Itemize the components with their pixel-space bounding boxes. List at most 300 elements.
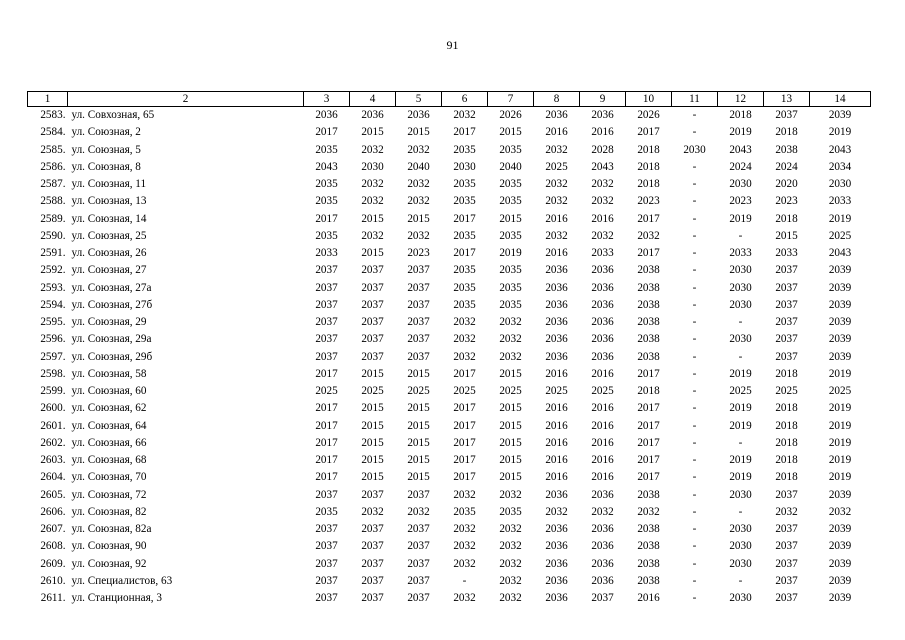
year-cell: 2015 <box>407 402 430 415</box>
year-cell: 2037 <box>407 540 430 553</box>
year-cell: 2033 <box>828 195 852 208</box>
year-cell: 2016 <box>591 212 614 225</box>
year-cell: - <box>692 488 697 501</box>
table-row <box>28 452 871 469</box>
row-number: 2604. <box>40 471 66 484</box>
year-cell: - <box>692 160 697 173</box>
year-cell: 2032 <box>453 523 476 535</box>
year-cell: 2028 <box>591 143 614 156</box>
year-cell: 2035 <box>453 281 476 294</box>
year-cell: 2033 <box>315 247 338 259</box>
year-cell: 2019 <box>828 419 852 432</box>
year-cell: - <box>738 316 743 328</box>
column-header: 6 <box>442 92 488 107</box>
year-cell: 2017 <box>453 247 476 259</box>
year-cell: 2037 <box>407 574 430 587</box>
year-cell: - <box>692 471 697 484</box>
address-cell: ул. Специалистов, 63 <box>71 574 173 587</box>
year-cell: 2036 <box>591 298 614 311</box>
year-cell: 2039 <box>828 488 852 501</box>
year-cell: 2032 <box>591 178 614 190</box>
row-number: 2599. <box>40 385 66 397</box>
table-row <box>28 124 871 141</box>
year-cell: 2015 <box>499 367 522 380</box>
year-cell: 2039 <box>828 523 852 535</box>
year-cell: - <box>692 592 697 604</box>
year-cell: 2025 <box>545 160 568 173</box>
year-cell: 2038 <box>637 557 660 570</box>
row-number: 2607. <box>40 523 66 535</box>
year-cell: 2037 <box>361 316 384 328</box>
year-cell: 2025 <box>828 229 852 242</box>
year-cell: 2032 <box>361 229 384 242</box>
year-cell: 2037 <box>775 316 798 328</box>
table-row <box>28 469 871 486</box>
year-cell: 2030 <box>729 523 752 535</box>
year-cell: 2032 <box>499 316 522 328</box>
year-cell: 2035 <box>499 298 522 311</box>
year-cell: 2025 <box>499 385 522 397</box>
year-cell: 2016 <box>545 402 568 415</box>
year-cell: - <box>692 178 697 190</box>
year-cell: 2040 <box>499 160 522 173</box>
table-row <box>28 349 871 366</box>
year-cell: 2017 <box>637 367 660 380</box>
address-cell: ул. Союзная, 25 <box>71 229 147 242</box>
year-cell: 2037 <box>361 281 384 294</box>
year-cell: 2035 <box>499 505 522 518</box>
year-cell: 2032 <box>591 229 614 242</box>
year-cell: 2032 <box>453 540 476 553</box>
year-cell: 2032 <box>828 505 852 518</box>
column-header: 5 <box>396 92 442 107</box>
year-cell: - <box>692 298 697 311</box>
year-cell: 2043 <box>591 160 614 173</box>
year-cell: 2036 <box>591 316 614 328</box>
year-cell: 2025 <box>729 385 752 397</box>
year-cell: 2032 <box>499 488 522 501</box>
year-cell: 2032 <box>499 540 522 553</box>
year-cell: 2035 <box>453 195 476 208</box>
year-cell: 2037 <box>407 264 430 277</box>
year-cell: 2037 <box>361 592 384 604</box>
year-cell: 2038 <box>637 298 660 311</box>
year-cell: 2036 <box>545 264 568 277</box>
year-cell: 2032 <box>499 574 522 587</box>
address-cell: ул. Союзная, 2 <box>71 126 141 139</box>
year-cell: 2035 <box>453 298 476 311</box>
year-cell: 2038 <box>637 264 660 277</box>
year-cell: 2038 <box>775 143 798 156</box>
year-cell: 2038 <box>637 350 660 363</box>
year-cell: 2037 <box>361 264 384 277</box>
year-cell: 2018 <box>637 385 660 397</box>
year-cell: 2018 <box>775 212 798 225</box>
year-cell: 2016 <box>545 212 568 225</box>
address-cell: ул. Союзная, 26 <box>71 247 147 259</box>
year-cell: 2037 <box>775 557 798 570</box>
table-row <box>28 418 871 435</box>
year-cell: 2016 <box>591 126 614 139</box>
year-cell: 2025 <box>828 385 852 397</box>
year-cell: 2019 <box>729 212 752 225</box>
year-cell: 2017 <box>453 419 476 432</box>
year-cell: - <box>692 540 697 553</box>
address-cell: ул. Союзная, 13 <box>71 195 147 208</box>
year-cell: 2039 <box>828 540 852 553</box>
address-cell: ул. Союзная, 68 <box>71 454 147 466</box>
year-cell: 2037 <box>361 574 384 587</box>
row-number: 2608. <box>40 540 66 553</box>
year-cell: 2036 <box>591 540 614 553</box>
column-header: 14 <box>810 92 871 107</box>
year-cell: 2037 <box>315 540 338 553</box>
year-cell: 2019 <box>828 212 852 225</box>
year-cell: 2024 <box>729 160 752 173</box>
year-cell: 2037 <box>775 488 798 501</box>
address-cell: ул. Союзная, 82а <box>71 523 152 535</box>
year-cell: 2038 <box>637 574 660 587</box>
year-cell: 2040 <box>407 160 430 173</box>
year-cell: 2032 <box>545 195 568 208</box>
year-cell: 2015 <box>407 471 430 484</box>
column-header: 9 <box>580 92 626 107</box>
row-number: 2602. <box>40 436 66 449</box>
row-number: 2610. <box>40 574 66 587</box>
year-cell: 2035 <box>499 143 522 156</box>
row-number: 2588. <box>40 195 66 208</box>
year-cell: 2037 <box>775 540 798 553</box>
year-cell: 2017 <box>453 436 476 449</box>
year-cell: 2017 <box>637 454 660 466</box>
year-cell: 2037 <box>407 281 430 294</box>
address-cell: ул. Союзная, 5 <box>71 143 141 156</box>
year-cell: 2017 <box>637 419 660 432</box>
year-cell: 2036 <box>545 109 568 121</box>
year-cell: 2032 <box>407 505 430 518</box>
column-header: 2 <box>68 92 304 107</box>
year-cell: 2037 <box>775 298 798 311</box>
table-row <box>28 107 871 125</box>
year-cell: 2033 <box>729 247 752 259</box>
year-cell: 2016 <box>545 454 568 466</box>
year-cell: 2036 <box>591 281 614 294</box>
year-cell: 2039 <box>828 557 852 570</box>
year-cell: 2038 <box>637 488 660 501</box>
column-header: 8 <box>534 92 580 107</box>
year-cell: - <box>462 574 467 587</box>
year-cell: 2039 <box>828 350 852 363</box>
year-cell: 2038 <box>637 281 660 294</box>
year-cell: 2037 <box>775 264 798 277</box>
year-cell: 2015 <box>775 229 798 242</box>
year-cell: 2037 <box>775 574 798 587</box>
year-cell: 2015 <box>407 126 430 139</box>
year-cell: 2017 <box>453 212 476 225</box>
year-cell: 2032 <box>591 505 614 518</box>
year-cell: 2015 <box>499 126 522 139</box>
year-cell: 2036 <box>591 109 614 121</box>
year-cell: 2037 <box>775 523 798 535</box>
year-cell: 2032 <box>361 195 384 208</box>
year-cell: 2035 <box>499 178 522 190</box>
row-number: 2611. <box>40 592 66 604</box>
year-cell: 2016 <box>545 436 568 449</box>
year-cell: 2015 <box>407 367 430 380</box>
year-cell: 2015 <box>499 212 522 225</box>
year-cell: 2037 <box>407 333 430 346</box>
year-cell: 2037 <box>407 298 430 311</box>
address-cell: ул. Союзная, 29 <box>71 316 147 328</box>
year-cell: 2032 <box>453 333 476 346</box>
year-cell: - <box>692 419 697 432</box>
year-cell: 2036 <box>591 264 614 277</box>
year-cell: 2036 <box>545 488 568 501</box>
address-cell: ул. Союзная, 58 <box>71 367 147 380</box>
year-cell: 2037 <box>315 316 338 328</box>
table-row <box>28 262 871 279</box>
table-header-row <box>28 92 871 107</box>
year-cell: 2025 <box>775 385 798 397</box>
row-number: 2591. <box>40 247 66 259</box>
year-cell: 2018 <box>775 454 798 466</box>
table-row <box>28 314 871 331</box>
table-row <box>28 331 871 348</box>
year-cell: 2015 <box>407 212 430 225</box>
year-cell: 2032 <box>499 523 522 535</box>
year-cell: 2037 <box>775 350 798 363</box>
table-row <box>28 435 871 452</box>
year-cell: 2032 <box>361 143 384 156</box>
year-cell: 2032 <box>499 350 522 363</box>
year-cell: 2015 <box>361 436 384 449</box>
year-cell: 2015 <box>407 454 430 466</box>
row-number: 2595. <box>40 316 66 328</box>
year-cell: 2030 <box>729 488 752 501</box>
year-cell: 2023 <box>637 195 660 208</box>
year-cell: 2037 <box>361 557 384 570</box>
address-cell: ул. Союзная, 27 <box>71 264 147 277</box>
table-row <box>28 245 871 262</box>
year-cell: 2035 <box>315 505 338 518</box>
table-row <box>28 504 871 521</box>
address-cell: ул. Союзная, 60 <box>71 385 147 397</box>
year-cell: 2025 <box>407 385 430 397</box>
year-cell: 2025 <box>545 385 568 397</box>
year-cell: 2019 <box>828 436 852 449</box>
column-header: 11 <box>672 92 718 107</box>
year-cell: 2019 <box>828 367 852 380</box>
year-cell: 2037 <box>315 523 338 535</box>
year-cell: 2043 <box>828 143 852 156</box>
year-cell: 2018 <box>637 178 660 190</box>
year-cell: - <box>692 316 697 328</box>
year-cell: 2016 <box>545 471 568 484</box>
year-cell: 2030 <box>729 592 752 604</box>
year-cell: 2035 <box>453 505 476 518</box>
year-cell: 2036 <box>591 350 614 363</box>
year-cell: 2032 <box>453 488 476 501</box>
year-cell: 2032 <box>361 178 384 190</box>
year-cell: 2018 <box>775 402 798 415</box>
table-row <box>28 159 871 176</box>
year-cell: 2032 <box>499 592 522 604</box>
address-cell: ул. Союзная, 29а <box>71 333 152 346</box>
address-cell: ул. Союзная, 27а <box>71 281 152 294</box>
year-cell: 2016 <box>545 126 568 139</box>
row-number: 2593. <box>40 281 66 294</box>
year-cell: 2032 <box>775 505 798 518</box>
year-cell: 2043 <box>315 160 338 173</box>
year-cell: 2017 <box>315 402 338 415</box>
address-cell: ул. Совхозная, 65 <box>71 109 155 121</box>
year-cell: 2018 <box>775 126 798 139</box>
year-cell: 2019 <box>828 402 852 415</box>
address-cell: ул. Союзная, 90 <box>71 540 147 553</box>
year-cell: 2037 <box>591 592 614 604</box>
year-cell: 2017 <box>453 402 476 415</box>
year-cell: 2035 <box>453 229 476 242</box>
year-cell: 2019 <box>729 471 752 484</box>
column-header: 13 <box>764 92 810 107</box>
year-cell: 2015 <box>499 402 522 415</box>
row-number: 2606. <box>40 505 66 518</box>
address-cell: ул. Союзная, 8 <box>71 160 141 173</box>
year-cell: 2018 <box>729 109 752 121</box>
year-cell: - <box>692 454 697 466</box>
row-number: 2590. <box>40 229 66 242</box>
year-cell: 2037 <box>315 592 338 604</box>
year-cell: 2037 <box>407 592 430 604</box>
address-cell: ул. Союзная, 62 <box>71 402 147 415</box>
table-row <box>28 521 871 538</box>
year-cell: 2015 <box>407 436 430 449</box>
row-number: 2600. <box>40 402 66 415</box>
year-cell: 2036 <box>361 109 384 121</box>
row-number: 2605. <box>40 488 66 501</box>
year-cell: 2039 <box>828 281 852 294</box>
year-cell: 2032 <box>499 333 522 346</box>
column-header: 3 <box>304 92 350 107</box>
year-cell: 2043 <box>828 247 852 259</box>
year-cell: 2016 <box>591 402 614 415</box>
year-cell: 2037 <box>407 350 430 363</box>
year-cell: 2015 <box>361 402 384 415</box>
year-cell: 2015 <box>361 454 384 466</box>
address-cell: ул. Союзная, 92 <box>71 557 147 570</box>
year-cell: 2036 <box>545 281 568 294</box>
year-cell: - <box>692 126 697 139</box>
year-cell: 2016 <box>545 419 568 432</box>
year-cell: 2037 <box>361 333 384 346</box>
year-cell: 2016 <box>591 436 614 449</box>
year-cell: 2036 <box>591 488 614 501</box>
row-number: 2596. <box>40 333 66 346</box>
column-header: 4 <box>350 92 396 107</box>
row-number: 2583. <box>40 109 66 121</box>
year-cell: 2018 <box>775 419 798 432</box>
address-cell: ул. Союзная, 70 <box>71 471 147 484</box>
year-cell: 2037 <box>775 592 798 604</box>
year-cell: 2017 <box>315 126 338 139</box>
row-number: 2609. <box>40 557 66 570</box>
address-cell: ул. Союзная, 14 <box>71 212 147 225</box>
year-cell: 2019 <box>499 247 522 259</box>
year-cell: 2037 <box>361 298 384 311</box>
year-cell: 2035 <box>499 229 522 242</box>
year-cell: - <box>692 385 697 397</box>
year-cell: 2018 <box>775 436 798 449</box>
year-cell: 2036 <box>545 557 568 570</box>
year-cell: 2032 <box>407 143 430 156</box>
year-cell: 2019 <box>828 126 852 139</box>
year-cell: 2032 <box>407 178 430 190</box>
year-cell: 2019 <box>729 126 752 139</box>
year-cell: 2032 <box>453 316 476 328</box>
address-cell: ул. Союзная, 64 <box>71 419 147 432</box>
year-cell: 2015 <box>499 419 522 432</box>
column-header: 12 <box>718 92 764 107</box>
table-row <box>28 193 871 210</box>
year-cell: - <box>692 557 697 570</box>
year-cell: 2037 <box>775 109 798 121</box>
year-cell: 2039 <box>828 109 852 121</box>
year-cell: 2015 <box>499 471 522 484</box>
year-cell: 2025 <box>453 385 476 397</box>
table-row <box>28 366 871 383</box>
year-cell: 2036 <box>407 109 430 121</box>
year-cell: 2036 <box>591 523 614 535</box>
year-cell: 2038 <box>637 333 660 346</box>
row-number: 2589. <box>40 212 66 225</box>
year-cell: 2015 <box>361 247 384 259</box>
column-header: 10 <box>626 92 672 107</box>
year-cell: 2017 <box>637 126 660 139</box>
year-cell: 2032 <box>545 505 568 518</box>
year-cell: 2030 <box>729 264 752 277</box>
year-cell: 2023 <box>729 195 752 208</box>
year-cell: 2039 <box>828 592 852 604</box>
year-cell: 2037 <box>315 333 338 346</box>
year-cell: 2015 <box>361 212 384 225</box>
year-cell: - <box>692 264 697 277</box>
table-row <box>28 487 871 504</box>
year-cell: 2036 <box>545 298 568 311</box>
address-cell: ул. Союзная, 72 <box>71 488 147 501</box>
year-cell: 2030 <box>361 160 384 173</box>
year-cell: 2036 <box>545 350 568 363</box>
table-row <box>28 176 871 193</box>
year-cell: 2036 <box>591 333 614 346</box>
year-cell: 2017 <box>637 212 660 225</box>
year-cell: 2035 <box>499 195 522 208</box>
year-cell: 2035 <box>315 229 338 242</box>
year-cell: 2038 <box>637 540 660 553</box>
year-cell: 2015 <box>361 419 384 432</box>
year-cell: 2016 <box>637 592 660 604</box>
year-cell: 2017 <box>637 402 660 415</box>
year-cell: 2017 <box>315 436 338 449</box>
column-header: 7 <box>488 92 534 107</box>
year-cell: 2032 <box>453 109 476 121</box>
year-cell: 2017 <box>453 471 476 484</box>
year-cell: 2015 <box>361 126 384 139</box>
year-cell: 2037 <box>775 333 798 346</box>
page-number: 91 <box>446 38 459 52</box>
year-cell: 2016 <box>591 367 614 380</box>
year-cell: 2035 <box>453 264 476 277</box>
year-cell: 2032 <box>591 195 614 208</box>
